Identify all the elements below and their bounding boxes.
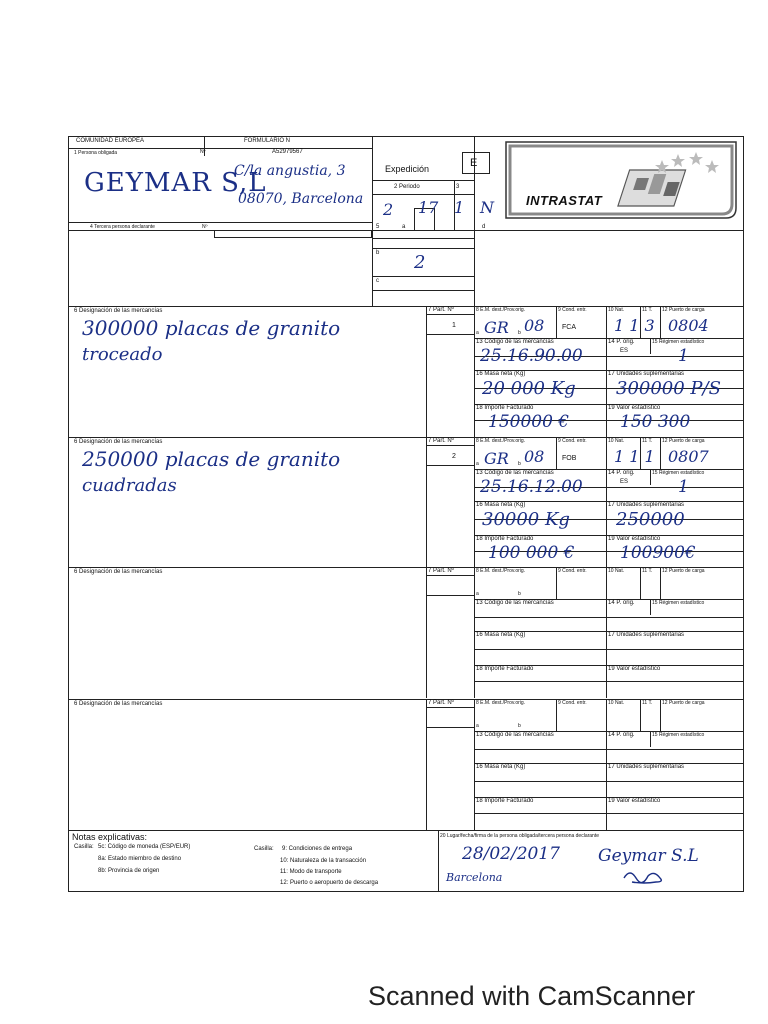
grid-line — [660, 437, 661, 469]
grid-line — [556, 567, 557, 599]
box-d-label: d — [482, 224, 486, 230]
grid-line — [474, 567, 475, 698]
period-hw: 2 — [383, 200, 394, 219]
vat-number: A52979567 — [272, 149, 303, 155]
porig-value: ES — [620, 479, 629, 485]
box-b-label: b — [376, 250, 380, 256]
grid-line — [606, 437, 607, 568]
mass-label: 16 Masa neta (Kg) — [476, 764, 526, 770]
box3-label: 3 — [456, 184, 460, 190]
em-label: 8 E.M. dest./Prov.orig. — [476, 307, 526, 313]
invoice-label: 18 Importe Facturado — [476, 666, 534, 672]
grid-line — [426, 567, 427, 698]
nat-label: 10 Nat. — [608, 700, 625, 706]
note-5c: 5c: Código de moneda (ESP/EUR) — [98, 844, 191, 850]
statval-label: 19 Valor estadístico — [608, 536, 661, 542]
grid-line — [474, 813, 744, 814]
t11-label: 11 T. — [642, 700, 653, 706]
nat-label: 10 Nat. — [608, 568, 625, 574]
units-label: 17 Unidades suplementarias — [608, 764, 685, 770]
grid-line — [426, 707, 474, 708]
note-8b: 8b: Provincia de origen — [98, 868, 160, 874]
signature-date: 28/02/2017 — [462, 844, 560, 864]
em-a-label: a — [476, 461, 479, 467]
grid-line — [650, 731, 651, 747]
grid-line — [606, 699, 607, 830]
signature-company: Geymar S.L — [598, 846, 699, 866]
statval-label: 19 Valor estadístico — [608, 666, 661, 672]
em-a-label: a — [476, 723, 479, 729]
statval-value: 100900€ — [620, 543, 696, 563]
box-c-label: c — [376, 278, 379, 284]
porig-label: 14 P. orig. — [608, 339, 635, 345]
em-dest-a: GR — [484, 318, 509, 337]
nat-value: 1 1 1 — [614, 447, 655, 466]
grid-line — [660, 567, 661, 599]
description-line1: 250000 placas de granito — [82, 447, 341, 471]
nat-label: 10 Nat. — [608, 307, 625, 313]
note-9: 9: Condiciones de entrega — [282, 846, 353, 852]
statval-label: 19 Valor estadístico — [608, 405, 661, 411]
notes-casilla2: Casilla: — [254, 846, 274, 852]
porig-label: 14 P. orig. — [608, 470, 635, 476]
grid-line — [474, 781, 744, 782]
em-a-label: a — [476, 591, 479, 597]
designation-label: 6 Designación de las mercancías — [74, 569, 163, 575]
grid-line — [426, 575, 474, 576]
part-label: 7 Part. Nº — [428, 438, 454, 444]
declarant-address2: 08070, Barcelona — [238, 191, 364, 207]
grid-line — [606, 567, 607, 698]
em-b-label: b — [518, 591, 521, 597]
box-b-hw: 2 — [414, 252, 426, 273]
declarant-name: GEYMAR S,L — [84, 168, 267, 198]
em-b-label: b — [518, 330, 521, 336]
grid-line — [426, 727, 474, 728]
grid-line — [426, 445, 474, 446]
grid-line — [426, 314, 474, 315]
mass-value: 30000 Kg — [482, 509, 570, 530]
grid-line — [650, 338, 651, 354]
designation-label: 6 Designación de las mercancías — [74, 701, 163, 707]
nat-value: 1 1 3 — [614, 316, 655, 335]
period-label: 2 Periodo — [394, 184, 420, 190]
declarant-address1: C/la angustia, 3 — [234, 163, 346, 179]
commodity-code: 25.16.90.00 — [480, 346, 583, 366]
note-10: 10: Naturaleza de la transacción — [280, 858, 367, 864]
cond-label: 9 Cond. entr. — [558, 568, 587, 574]
regime-value: 1 — [678, 346, 689, 366]
statval-value: 150 300 — [620, 412, 691, 432]
invoice-label: 18 Importe Facturado — [476, 405, 534, 411]
note-8a: 8a: Estado miembro de destino — [98, 856, 182, 862]
flow-hw2: N — [480, 198, 494, 217]
description-line2: troceado — [82, 344, 163, 365]
code-label: 13 Código de las mercancías — [476, 470, 554, 476]
third-party-label: 4 Tercera persona declarante — [90, 224, 155, 230]
invoice-value: 150000 € — [488, 412, 570, 432]
mass-label: 16 Masa neta (Kg) — [476, 502, 526, 508]
intrastat-text: INTRASTAT — [526, 193, 603, 208]
units-label: 17 Unidades suplementarias — [608, 371, 685, 377]
code-label: 13 Código de las mercancías — [476, 732, 554, 738]
grid-line — [426, 334, 474, 335]
grid-line — [426, 595, 474, 596]
grid-line — [426, 699, 427, 830]
porig-value: ES — [620, 348, 629, 354]
description-line2: cuadradas — [82, 475, 177, 496]
scanner-watermark: Scanned with CamScanner — [368, 981, 696, 1011]
flow-hw1: 1 — [454, 198, 465, 217]
grid-line — [474, 681, 744, 682]
intrastat-form — [68, 136, 744, 892]
regime-label: 15 Régimen estadístico — [652, 470, 705, 476]
cond-value: FOB — [562, 455, 577, 462]
t11-label: 11 T. — [642, 307, 653, 313]
regime-label: 15 Régimen estadístico — [652, 732, 705, 738]
port-value: 0804 — [668, 316, 709, 335]
form-label: FORMULARIO N — [244, 138, 291, 144]
units-value: 300000 P/S — [616, 378, 721, 399]
part-number: 2 — [452, 453, 456, 460]
grid-line — [474, 649, 744, 650]
signature-scribble — [620, 866, 670, 886]
designation-label: 6 Designación de las mercancías — [74, 308, 163, 314]
grid-line — [474, 437, 475, 568]
grid-line — [640, 567, 641, 599]
notes-title: Notas explicativas: — [72, 832, 148, 842]
mass-label: 16 Masa neta (Kg) — [476, 371, 526, 377]
community-label: COMUNIDAD EUROPEA — [76, 138, 145, 144]
code-label: 13 Código de las mercancías — [476, 600, 554, 606]
grid-line — [650, 599, 651, 615]
units-label: 17 Unidades suplementarias — [608, 502, 685, 508]
grid-line — [556, 437, 557, 469]
port-label: 12 Puerto de carga — [662, 568, 705, 574]
cond-label: 9 Cond. entr. — [558, 438, 587, 444]
cond-value: FCA — [562, 324, 576, 331]
grid-line — [660, 699, 661, 731]
grid-line — [426, 465, 474, 466]
designation-label: 6 Designación de las mercancías — [74, 439, 163, 445]
part-number: 1 — [452, 322, 456, 329]
person-label: 1 Persona obligada — [74, 150, 118, 156]
regime-label: 15 Régimen estadístico — [652, 600, 705, 606]
nat-label: 10 Nat. — [608, 438, 625, 444]
units-value: 250000 — [616, 509, 685, 530]
code-label: 13 Código de las mercancías — [476, 339, 554, 345]
flow-code: E — [470, 157, 478, 169]
cond-label: 9 Cond. entr. — [558, 700, 587, 706]
grid-line — [660, 306, 661, 338]
grid-line — [474, 749, 744, 750]
port-value: 0807 — [668, 447, 709, 466]
notes-casilla: Casilla: — [74, 844, 94, 850]
note-11: 11: Modo de transporte — [280, 869, 342, 875]
nr2-label: Nº — [202, 224, 208, 230]
part-label: 7 Part. Nº — [428, 568, 454, 574]
mass-label: 16 Masa neta (Kg) — [476, 632, 526, 638]
em-a-label: a — [476, 330, 479, 336]
t11-label: 11 T. — [642, 568, 653, 574]
em-dest-b: 08 — [524, 447, 545, 466]
nr-label: Nº — [200, 149, 206, 155]
cond-label: 9 Cond. entr. — [558, 307, 587, 313]
grid-line — [640, 699, 641, 731]
invoice-label: 18 Importe Facturado — [476, 798, 534, 804]
part-label: 7 Part. Nº — [428, 307, 454, 313]
regime-value: 1 — [678, 477, 689, 497]
grid-line — [556, 699, 557, 731]
description-line1: 300000 placas de granito — [82, 316, 341, 340]
em-label: 8 E.M. dest./Prov.orig. — [476, 700, 526, 706]
signature-label: 20 Lugar/fecha/firma de la persona obligada/tercera persona declarante — [440, 833, 599, 839]
signature-place: Barcelona — [446, 871, 503, 884]
grid-line — [474, 306, 475, 437]
invoice-value: 100 000 € — [488, 543, 575, 563]
em-b-label: b — [518, 723, 521, 729]
commodity-code: 25.16.12.00 — [480, 477, 583, 497]
grid-line — [426, 306, 427, 437]
em-b-label: b — [518, 461, 521, 467]
em-label: 8 E.M. dest./Prov.orig. — [476, 568, 526, 574]
em-label: 8 E.M. dest./Prov.orig. — [476, 438, 526, 444]
grid-line — [474, 617, 744, 618]
statval-label: 19 Valor estadístico — [608, 798, 661, 804]
port-label: 12 Puerto de carga — [662, 438, 705, 444]
box5-label: 5 — [376, 224, 380, 230]
note-12: 12: Puerto o aeropuerto de descarga — [280, 880, 379, 886]
grid-line — [650, 469, 651, 485]
units-label: 17 Unidades suplementarias — [608, 632, 685, 638]
flow-label: Expedición — [385, 164, 430, 174]
mass-value: 20 000 Kg — [482, 378, 576, 399]
porig-label: 14 P. orig. — [608, 732, 635, 738]
grid-line — [556, 306, 557, 338]
grid-line — [426, 437, 427, 568]
port-label: 12 Puerto de carga — [662, 700, 705, 706]
em-dest-a: GR — [484, 449, 509, 468]
porig-label: 14 P. orig. — [608, 600, 635, 606]
grid-line — [474, 699, 475, 830]
part-label: 7 Part. Nº — [428, 700, 454, 706]
intrastat-logo — [500, 138, 742, 222]
port-label: 12 Puerto de carga — [662, 307, 705, 313]
invoice-label: 18 Importe Facturado — [476, 536, 534, 542]
em-dest-b: 08 — [524, 316, 545, 335]
box-a-label: a — [402, 224, 406, 230]
grid-line — [606, 306, 607, 437]
t11-label: 11 T. — [642, 438, 653, 444]
period-hw2: 17 — [418, 198, 439, 217]
regime-label: 15 Régimen estadístico — [652, 339, 705, 345]
